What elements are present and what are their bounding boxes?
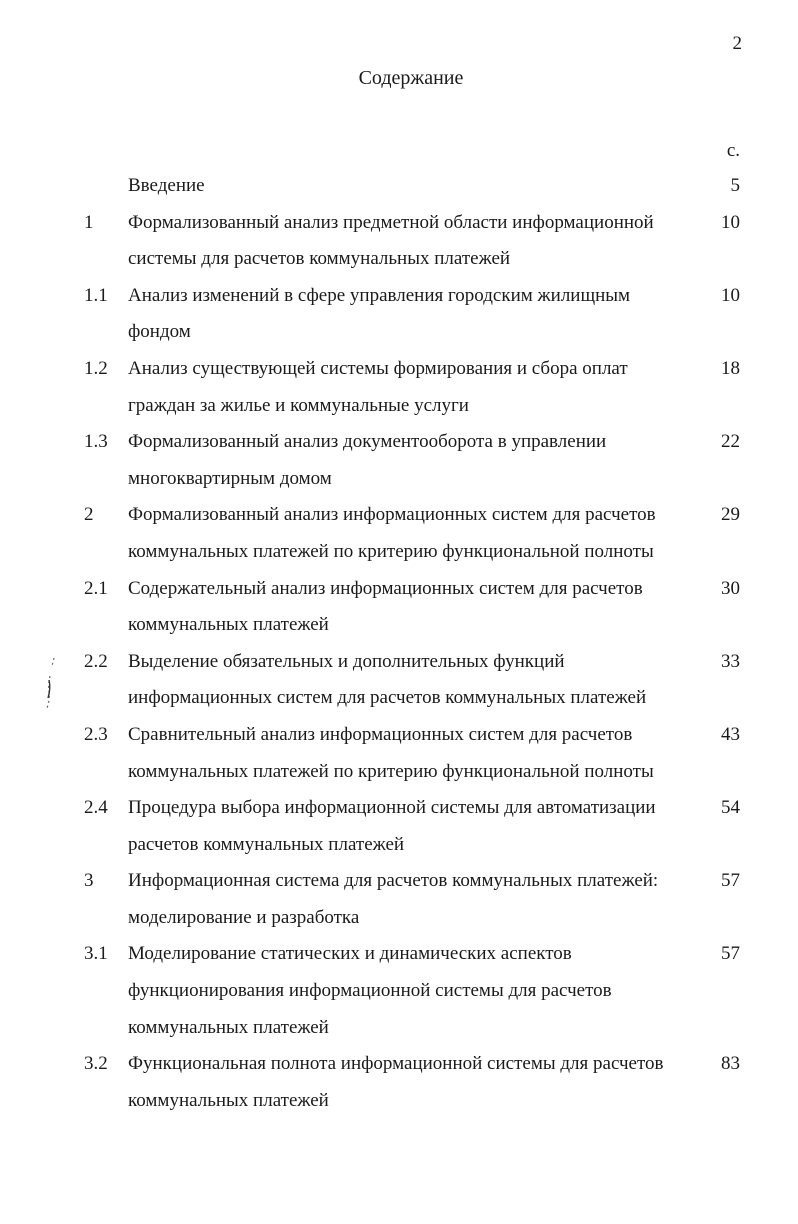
toc-entry-page: 22 — [721, 431, 740, 453]
toc-entry — [0, 424, 798, 497]
toc-entry — [0, 278, 798, 351]
toc-entry-title: Сравнительный анализ информационных систем для расчетов коммунальных платежей по критерию функциональной полноты — [128, 723, 654, 782]
toc-entry-title: Содержательный анализ информационных систем для расчетов коммунальных платежей — [128, 577, 643, 636]
toc-entry — [0, 497, 798, 570]
toc-entry-page: 33 — [721, 650, 740, 672]
toc-entry-number: 3.1 — [84, 943, 108, 965]
toc-entry-title: Функциональная полнота информационной системы для расчетов коммунальных платежей — [128, 1053, 664, 1111]
toc-entry-number: 1.2 — [84, 357, 108, 379]
page-number: 2 — [732, 33, 742, 54]
toc-entry — [0, 351, 798, 424]
toc-entry-page: 43 — [721, 723, 740, 745]
toc-entry — [0, 717, 798, 790]
toc-entry-page: 83 — [721, 1053, 740, 1075]
toc-entry-title: Анализ изменений в сфере управления городским жилищным фондом — [128, 284, 631, 343]
page-column-header: с. — [726, 140, 740, 161]
toc-entry-title: Моделирование статических и динамических аспектов функционирования информационной системы для расчетов коммунальных платежей — [128, 943, 612, 1038]
toc-entry-number: 2.2 — [84, 650, 108, 672]
toc-entry-number: 1.1 — [84, 284, 108, 306]
toc-entry-page: 10 — [721, 211, 740, 233]
toc-entry — [0, 936, 798, 1046]
toc-entry-page: 5 — [730, 175, 740, 196]
toc-entry — [0, 644, 798, 717]
page-title: Содержание — [358, 67, 464, 89]
toc-entry — [0, 168, 798, 205]
toc-entry-title: Анализ существующей системы формирования и сбора оплат граждан за жилье и коммунальные услуги — [128, 357, 628, 416]
toc-entry-title: Введение — [128, 175, 205, 196]
scan-artifact-mark — [40, 654, 60, 714]
toc-entry-number: 3.2 — [84, 1053, 108, 1075]
toc-entry — [0, 571, 798, 644]
toc-entry-page: 57 — [721, 943, 740, 965]
toc-entry-number: 1.3 — [84, 431, 108, 453]
toc-entry — [0, 863, 798, 936]
toc-entry-title: Формализованный анализ предметной области информационной системы для расчетов коммунальных платежей — [128, 211, 654, 270]
toc-entry-number: 2.4 — [84, 797, 108, 819]
toc-entry-title: Формализованный анализ информационных систем для расчетов коммунальных платежей по критерию функциональной полноты — [128, 504, 656, 562]
toc-entry-page: 54 — [721, 797, 740, 819]
toc-entry-number: 2 — [84, 504, 94, 526]
toc-entry-page: 29 — [721, 504, 740, 526]
toc-entry-number: 2.1 — [84, 577, 108, 599]
toc-entry-title: Процедура выбора информационной системы для автоматизации расчетов коммунальных платежей — [128, 797, 656, 855]
table-of-contents — [0, 168, 798, 1119]
toc-entry-page: 30 — [721, 577, 740, 599]
toc-entry-page: 18 — [721, 357, 740, 379]
toc-entry-number: 3 — [84, 870, 94, 892]
toc-entry — [0, 205, 798, 278]
toc-entry-number: 1 — [84, 211, 94, 233]
toc-entry-page: 10 — [721, 284, 740, 306]
toc-entry-title: Формализованный анализ документооборота в управлении многоквартирным домом — [128, 431, 607, 489]
toc-entry — [0, 790, 798, 863]
toc-entry-title: Выделение обязательных и дополнительных функций информационных систем для расчетов коммунальных платежей — [128, 650, 647, 709]
toc-entry-title: Информационная система для расчетов коммунальных платежей: моделирование и разработка — [128, 870, 659, 928]
toc-entry-page: 57 — [721, 870, 740, 892]
toc-entry — [0, 1046, 798, 1119]
toc-entry-number: 2.3 — [84, 723, 108, 745]
